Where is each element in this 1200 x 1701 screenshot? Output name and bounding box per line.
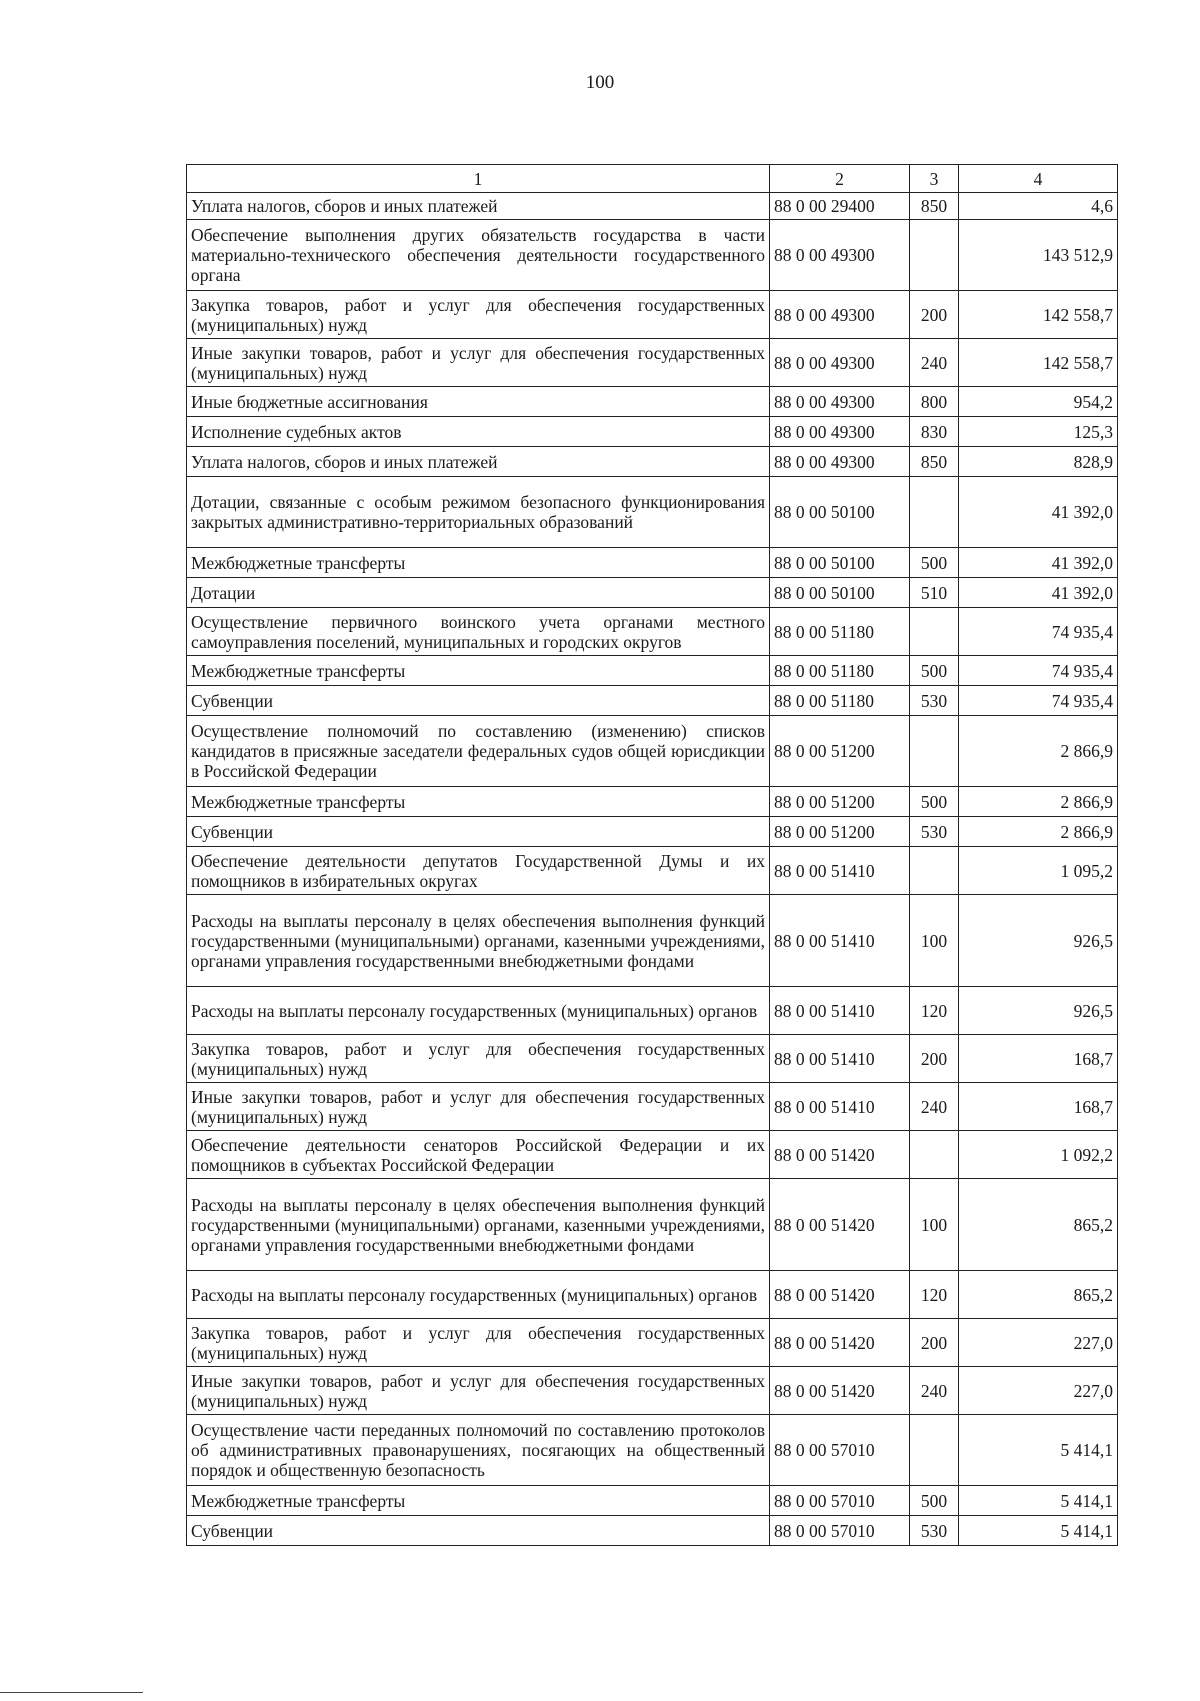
cell-code: 88 0 00 50100 (770, 578, 910, 608)
cell-expense-type (910, 220, 959, 291)
cell-amount: 41 392,0 (959, 548, 1118, 578)
table-row (187, 548, 1118, 578)
cell-expense-type: 200 (910, 291, 959, 339)
cell-amount: 865,2 (959, 1179, 1118, 1271)
header-col-2: 2 (770, 165, 910, 193)
cell-code: 88 0 00 51180 (770, 608, 910, 656)
cell-code: 88 0 00 51420 (770, 1271, 910, 1319)
cell-amount: 828,9 (959, 447, 1118, 477)
cell-amount: 227,0 (959, 1367, 1118, 1415)
budget-table (186, 164, 1118, 1546)
cell-expense-type: 240 (910, 1083, 959, 1131)
table-body (187, 193, 1118, 1546)
table-row (187, 291, 1118, 339)
cell-name: Межбюджетные трансферты (187, 656, 770, 686)
cell-name: Расходы на выплаты персоналу в целях обеспечения выполнения функций государственными (муниципальными) органами, казенными учреждениями, органами управления государственными внебюджетными фондами (187, 895, 770, 987)
cell-code: 88 0 00 50100 (770, 548, 910, 578)
cell-amount: 926,5 (959, 895, 1118, 987)
cell-expense-type: 500 (910, 787, 959, 817)
cell-expense-type: 530 (910, 686, 959, 716)
cell-name: Закупка товаров, работ и услуг для обеспечения государственных (муниципальных) нужд (187, 291, 770, 339)
cell-expense-type: 100 (910, 1179, 959, 1271)
table-row (187, 417, 1118, 447)
cell-expense-type (910, 847, 959, 895)
cell-amount: 1 095,2 (959, 847, 1118, 895)
cell-expense-type: 850 (910, 193, 959, 220)
cell-amount: 5 414,1 (959, 1486, 1118, 1516)
table-row (187, 477, 1118, 548)
cell-name: Уплата налогов, сборов и иных платежей (187, 447, 770, 477)
header-col-1: 1 (187, 165, 770, 193)
cell-name: Расходы на выплаты персоналу государственных (муниципальных) органов (187, 1271, 770, 1319)
cell-amount: 74 935,4 (959, 686, 1118, 716)
cell-name: Обеспечение деятельности депутатов Государственной Думы и их помощников в избирательных округах (187, 847, 770, 895)
cell-expense-type: 500 (910, 548, 959, 578)
cell-expense-type: 120 (910, 1271, 959, 1319)
table-header-row (187, 165, 1118, 193)
cell-expense-type: 100 (910, 895, 959, 987)
cell-name: Иные закупки товаров, работ и услуг для обеспечения государственных (муниципальных) нужд (187, 1367, 770, 1415)
cell-name: Осуществление части переданных полномочий по составлению протоколов об административных правонарушениях, посягающих на общественный порядок и общественную безопасность (187, 1415, 770, 1486)
header-col-4: 4 (959, 165, 1118, 193)
cell-name: Обеспечение деятельности сенаторов Российской Федерации и их помощников в субъектах Российской Федерации (187, 1131, 770, 1179)
cell-name: Субвенции (187, 1516, 770, 1546)
cell-code: 88 0 00 51200 (770, 787, 910, 817)
cell-code: 88 0 00 49300 (770, 339, 910, 387)
table-row (187, 1035, 1118, 1083)
cell-amount: 125,3 (959, 417, 1118, 447)
cell-code: 88 0 00 49300 (770, 417, 910, 447)
cell-name: Иные закупки товаров, работ и услуг для обеспечения государственных (муниципальных) нужд (187, 1083, 770, 1131)
table-row (187, 1083, 1118, 1131)
cell-amount: 142 558,7 (959, 339, 1118, 387)
cell-code: 88 0 00 51410 (770, 1035, 910, 1083)
cell-code: 88 0 00 51180 (770, 686, 910, 716)
cell-name: Закупка товаров, работ и услуг для обеспечения государственных (муниципальных) нужд (187, 1035, 770, 1083)
cell-amount: 168,7 (959, 1083, 1118, 1131)
cell-amount: 5 414,1 (959, 1415, 1118, 1486)
cell-code: 88 0 00 51420 (770, 1131, 910, 1179)
cell-expense-type: 800 (910, 387, 959, 417)
cell-code: 88 0 00 51420 (770, 1367, 910, 1415)
cell-name: Межбюджетные трансферты (187, 1486, 770, 1516)
cell-name: Иные бюджетные ассигнования (187, 387, 770, 417)
cell-name: Иные закупки товаров, работ и услуг для обеспечения государственных (муниципальных) нужд (187, 339, 770, 387)
table-row (187, 387, 1118, 417)
cell-name: Межбюджетные трансферты (187, 548, 770, 578)
table-row (187, 987, 1118, 1035)
table-row (187, 1367, 1118, 1415)
cell-code: 88 0 00 51200 (770, 817, 910, 847)
cell-expense-type (910, 1415, 959, 1486)
cell-name: Расходы на выплаты персоналу государственных (муниципальных) органов (187, 987, 770, 1035)
cell-code: 88 0 00 49300 (770, 220, 910, 291)
cell-amount: 1 092,2 (959, 1131, 1118, 1179)
cell-amount: 5 414,1 (959, 1516, 1118, 1546)
cell-code: 88 0 00 57010 (770, 1516, 910, 1546)
cell-expense-type: 500 (910, 656, 959, 686)
cell-name: Дотации (187, 578, 770, 608)
cell-expense-type: 120 (910, 987, 959, 1035)
cell-amount: 926,5 (959, 987, 1118, 1035)
cell-code: 88 0 00 49300 (770, 447, 910, 477)
cell-code: 88 0 00 49300 (770, 291, 910, 339)
cell-code: 88 0 00 51200 (770, 716, 910, 787)
cell-name: Межбюджетные трансферты (187, 787, 770, 817)
cell-code: 88 0 00 51410 (770, 987, 910, 1035)
cell-amount: 954,2 (959, 387, 1118, 417)
header-col-3: 3 (910, 165, 959, 193)
table-row (187, 686, 1118, 716)
table-row (187, 220, 1118, 291)
cell-amount: 74 935,4 (959, 656, 1118, 686)
cell-expense-type (910, 1131, 959, 1179)
cell-amount: 168,7 (959, 1035, 1118, 1083)
cell-code: 88 0 00 51420 (770, 1179, 910, 1271)
cell-name: Субвенции (187, 817, 770, 847)
cell-amount: 74 935,4 (959, 608, 1118, 656)
cell-amount: 143 512,9 (959, 220, 1118, 291)
cell-name: Субвенции (187, 686, 770, 716)
page-number: 100 (585, 72, 615, 93)
cell-amount: 4,6 (959, 193, 1118, 220)
table-row (187, 339, 1118, 387)
table-row (187, 817, 1118, 847)
cell-name: Закупка товаров, работ и услуг для обеспечения государственных (муниципальных) нужд (187, 1319, 770, 1367)
table-row (187, 716, 1118, 787)
cell-expense-type: 510 (910, 578, 959, 608)
cell-expense-type (910, 716, 959, 787)
cell-expense-type: 830 (910, 417, 959, 447)
cell-expense-type: 240 (910, 1367, 959, 1415)
table-row (187, 608, 1118, 656)
cell-expense-type (910, 608, 959, 656)
cell-name: Дотации, связанные с особым режимом безопасного функционирования закрытых административно-территориальных образований (187, 477, 770, 548)
cell-amount: 2 866,9 (959, 817, 1118, 847)
cell-name: Обеспечение выполнения других обязательств государства в части материально-технического обеспечения деятельности государственного органа (187, 220, 770, 291)
cell-code: 88 0 00 51180 (770, 656, 910, 686)
table-row (187, 847, 1118, 895)
cell-code: 88 0 00 51410 (770, 847, 910, 895)
cell-code: 88 0 00 51410 (770, 895, 910, 987)
table-row (187, 193, 1118, 220)
cell-amount: 865,2 (959, 1271, 1118, 1319)
cell-code: 88 0 00 29400 (770, 193, 910, 220)
cell-amount: 41 392,0 (959, 578, 1118, 608)
cell-amount: 2 866,9 (959, 716, 1118, 787)
cell-code: 88 0 00 51410 (770, 1083, 910, 1131)
cell-amount: 41 392,0 (959, 477, 1118, 548)
cell-code: 88 0 00 51420 (770, 1319, 910, 1367)
table-row (187, 656, 1118, 686)
cell-amount: 142 558,7 (959, 291, 1118, 339)
cell-code: 88 0 00 49300 (770, 387, 910, 417)
cell-expense-type: 850 (910, 447, 959, 477)
cell-amount: 227,0 (959, 1319, 1118, 1367)
table-row (187, 578, 1118, 608)
table-row (187, 1271, 1118, 1319)
table-row (187, 1516, 1118, 1546)
cell-expense-type: 200 (910, 1319, 959, 1367)
table-row (187, 1415, 1118, 1486)
cell-name: Осуществление полномочий по составлению (изменению) списков кандидатов в присяжные заседатели федеральных судов общей юрисдикции в Российской Федерации (187, 716, 770, 787)
table-row (187, 447, 1118, 477)
cell-name: Осуществление первичного воинского учета органами местного самоуправления поселений, муниципальных и городских округов (187, 608, 770, 656)
table-row (187, 895, 1118, 987)
cell-name: Уплата налогов, сборов и иных платежей (187, 193, 770, 220)
cell-expense-type: 530 (910, 817, 959, 847)
cell-name: Расходы на выплаты персоналу в целях обеспечения выполнения функций государственными (муниципальными) органами, казенными учреждениями, органами управления государственными внебюджетными фондами (187, 1179, 770, 1271)
cell-name: Исполнение судебных актов (187, 417, 770, 447)
cell-expense-type (910, 477, 959, 548)
cell-expense-type: 240 (910, 339, 959, 387)
cell-code: 88 0 00 57010 (770, 1415, 910, 1486)
cell-amount: 2 866,9 (959, 787, 1118, 817)
table-row (187, 1486, 1118, 1516)
table-row (187, 787, 1118, 817)
cell-expense-type: 530 (910, 1516, 959, 1546)
cell-code: 88 0 00 57010 (770, 1486, 910, 1516)
cell-expense-type: 200 (910, 1035, 959, 1083)
footer-rule (0, 1692, 143, 1693)
cell-expense-type: 500 (910, 1486, 959, 1516)
table-row (187, 1319, 1118, 1367)
table-row (187, 1179, 1118, 1271)
table-row (187, 1131, 1118, 1179)
cell-code: 88 0 00 50100 (770, 477, 910, 548)
